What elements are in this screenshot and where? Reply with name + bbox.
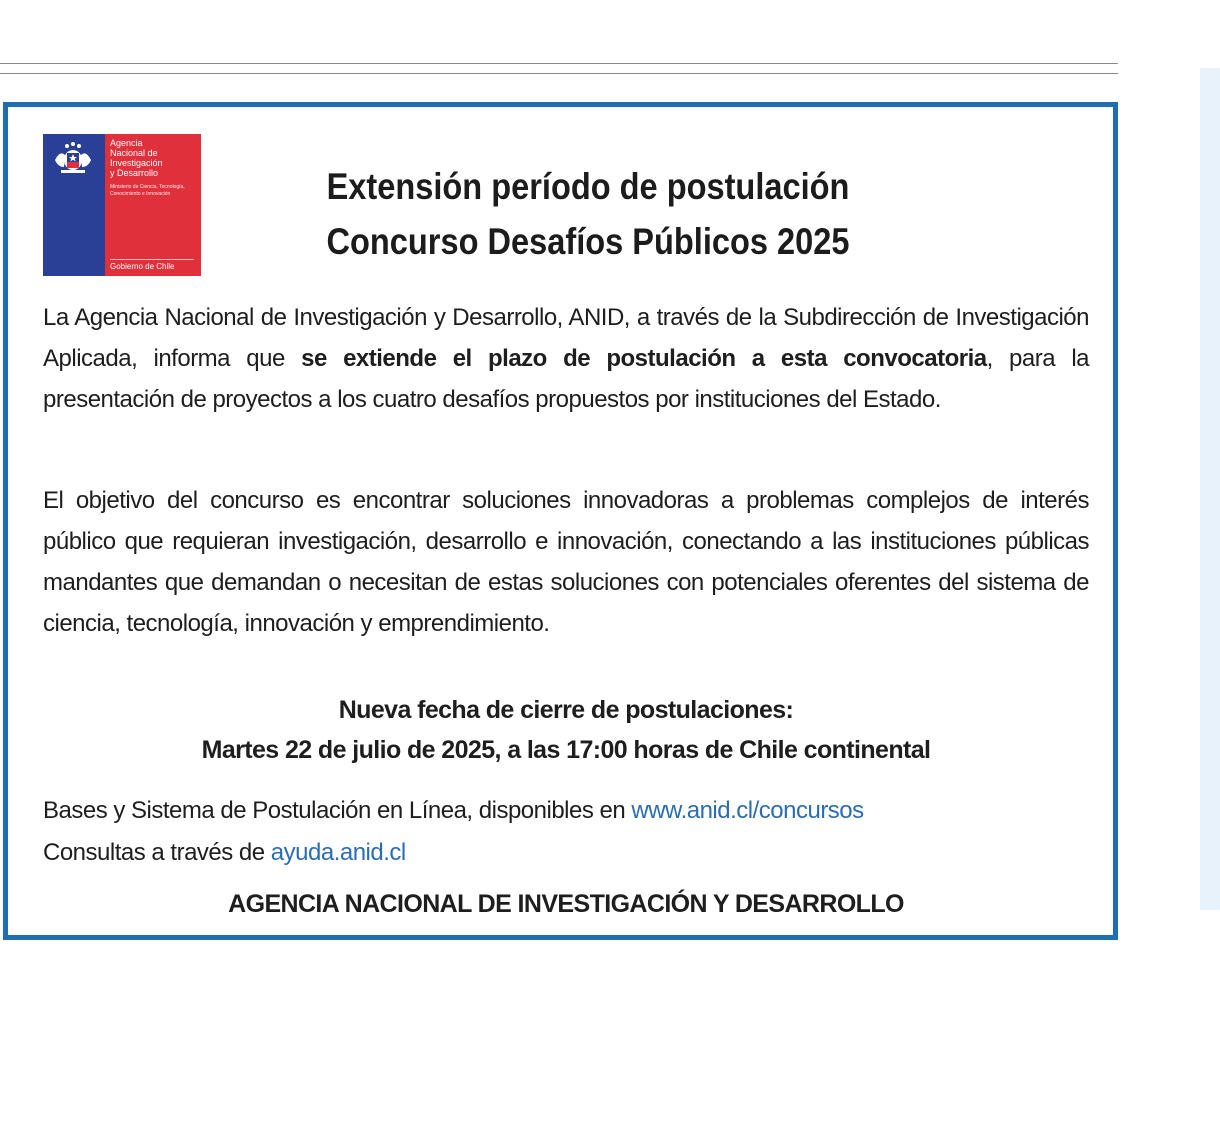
consult-line bbox=[43, 832, 1089, 874]
title-line-1: Extensión período de postulación bbox=[326, 166, 850, 207]
objective-paragraph: El objetivo del concurso es encontrar soluciones innovadoras a problemas complejos de interés público que requieran investigación, desarrollo e innovación, conectando a las instituciones públicas mandantes que demandan o necesitan de estas soluciones con potenciales oferentes del sistema de ciencia, tecnología, innovación y emprendimiento. bbox=[43, 487, 1089, 637]
public-notice-box bbox=[3, 102, 1118, 940]
consult-link[interactable]: ayuda.anid.cl bbox=[270, 839, 406, 866]
paragraph-emphasis: se extiende el plazo de postulación a esta convocatoria bbox=[301, 345, 987, 372]
bases-line bbox=[43, 790, 1089, 832]
logo-ministry-text: Ministerio de Ciencia, Tecnología, Conocimiento e Innovación bbox=[110, 184, 185, 197]
paragraph-lead: La Agencia Nacional de Investigación y Desarrollo, ANID, a través de la Subdirección de Investigación Aplicada, informa que bbox=[43, 304, 1089, 372]
top-divider-line bbox=[0, 63, 1118, 64]
deadline-heading: Nueva fecha de cierre de postulaciones: bbox=[338, 696, 794, 724]
logo-red-band bbox=[105, 134, 201, 276]
title-line-2: Concurso Desafíos Públicos 2025 bbox=[326, 221, 850, 262]
logo-name-line: Nacional de bbox=[110, 148, 158, 158]
logo-name-line: Investigación bbox=[110, 158, 163, 168]
contact-info bbox=[43, 790, 1089, 874]
logo-blue-band bbox=[43, 134, 105, 276]
anid-logo bbox=[43, 134, 201, 276]
logo-name-line: y Desarrollo bbox=[110, 168, 159, 178]
paragraph-tail: , para la presentación de proyectos a los cuatro desafíos propuestos por instituciones del Estado. bbox=[43, 345, 1090, 413]
agency-signature: AGENCIA NACIONAL DE INVESTIGACIÓN Y DESARROLLO bbox=[228, 890, 904, 918]
notice-title bbox=[227, 159, 949, 269]
logo-government-text: Gobierno de Chile bbox=[110, 259, 194, 272]
announcement-paragraph bbox=[43, 297, 1089, 420]
consult-text: Consultas a través de bbox=[43, 839, 271, 866]
coat-of-arms-icon bbox=[52, 140, 94, 176]
bases-text: Bases y Sistema de Postulación en Línea, disponibles en bbox=[43, 797, 632, 824]
bases-link[interactable]: www.anid.cl/concursos bbox=[631, 797, 864, 824]
logo-name-line: Agencia bbox=[110, 138, 143, 148]
deadline-block bbox=[43, 690, 1089, 770]
adjacent-column-panel bbox=[1200, 68, 1220, 910]
deadline-date: Martes 22 de julio de 2025, a las 17:00 horas de Chile continental bbox=[201, 736, 931, 764]
top-divider-line-secondary bbox=[0, 73, 1118, 74]
